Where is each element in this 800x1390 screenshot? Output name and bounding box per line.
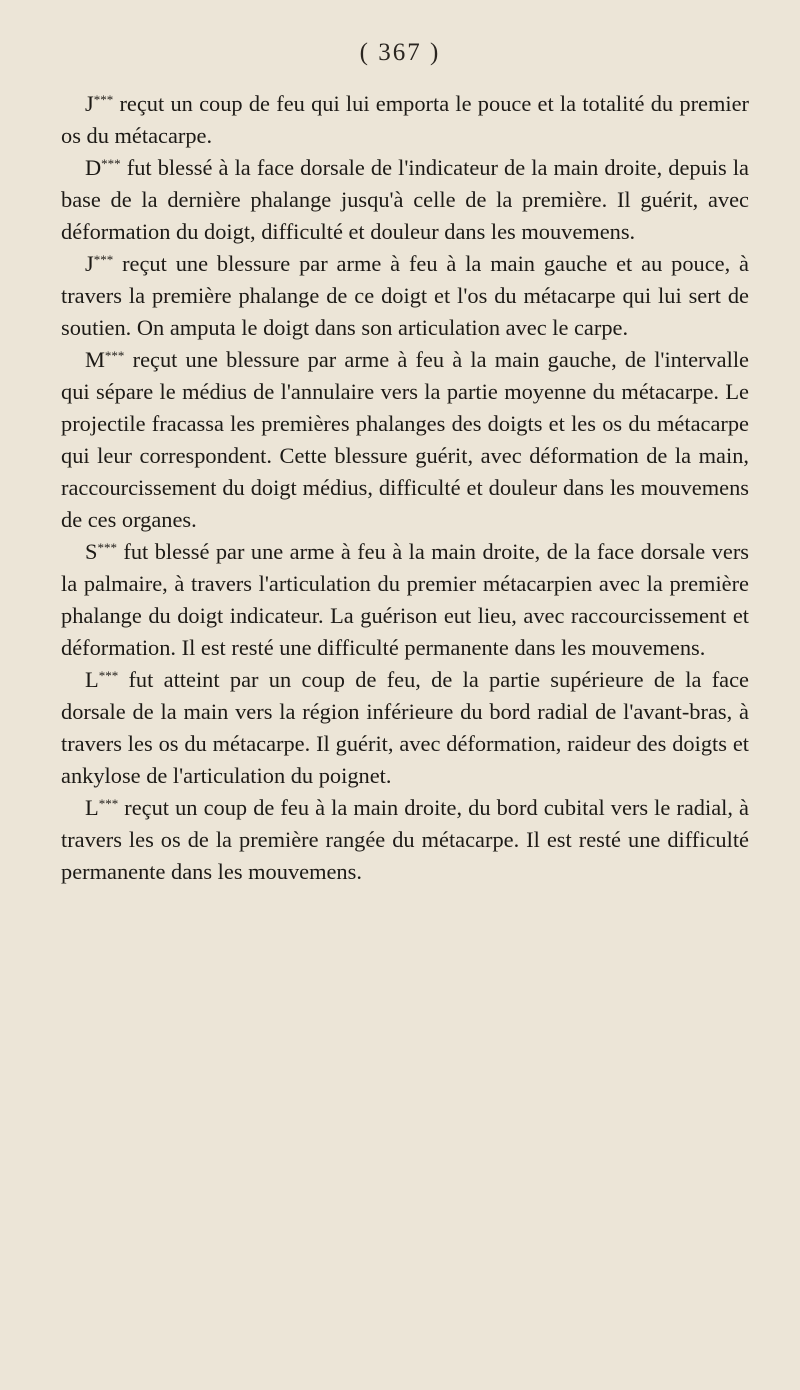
paragraph [61, 344, 749, 536]
paragraph-text: fut atteint par un coup de feu, de la partie supérieure de la face dorsale de la main vers la région inférieure du bord radial de l'avant-bras, à travers les os du métacarpe. Il guérit, avec déformation, raideur des doigts et ankylose de l'articulation du poignet. [61, 667, 749, 788]
paragraph-text: reçut un coup de feu qui lui emporta le pouce et la totalité du premier os du métacarpe. [61, 91, 749, 148]
paragraph [61, 536, 749, 664]
paragraph [61, 792, 749, 888]
paragraph-text: reçut une blessure par arme à feu à la main gauche, de l'intervalle qui sépare le médius de l'annulaire vers la partie moyenne du métacarpe. Le projectile fracassa les premières phalanges des doigts et les os du métacarpe qui leur correspondent. Cette blessure guérit, avec déformation de la main, raccourcissement du doigt médius, difficulté et douleur dans les mouvemens de ces organes. [61, 347, 749, 532]
page-number: ( 367 ) [359, 39, 441, 66]
paragraph [61, 664, 749, 792]
patient-initial: L*** [85, 795, 119, 820]
patient-initial: M*** [85, 347, 125, 372]
paragraph [61, 248, 749, 344]
page-body [61, 88, 749, 888]
patient-initial: S*** [85, 539, 117, 564]
patient-initial: D*** [85, 155, 121, 180]
patient-initial: J*** [85, 251, 114, 276]
paragraph [61, 88, 749, 152]
paragraph-text: reçut une blessure par arme à feu à la main gauche et au pouce, à travers la première phalange de ce doigt et l'os du métacarpe qui lui sert de soutien. On amputa le doigt dans son articulation avec le carpe. [61, 251, 749, 340]
paragraph-text: fut blessé à la face dorsale de l'indicateur de la main droite, depuis la base de la dernière phalange jusqu'à celle de la première. Il guérit, avec déformation du doigt, difficulté et douleur dans les mouvemens. [61, 155, 749, 244]
paragraph [61, 152, 749, 248]
paragraph-text: reçut un coup de feu à la main droite, du bord cubital vers le radial, à travers les os de la première rangée du métacarpe. Il est resté une difficulté permanente dans les mouvemens. [61, 795, 749, 884]
patient-initial: J*** [85, 91, 114, 116]
patient-initial: L*** [85, 667, 119, 692]
paragraph-text: fut blessé par une arme à feu à la main droite, de la face dorsale vers la palmaire, à travers l'articulation du premier métacarpien avec la première phalange du doigt indicateur. La guérison eut lieu, avec raccourcissement et déformation. Il est resté une difficulté permanente dans les mouvemens. [61, 539, 749, 660]
